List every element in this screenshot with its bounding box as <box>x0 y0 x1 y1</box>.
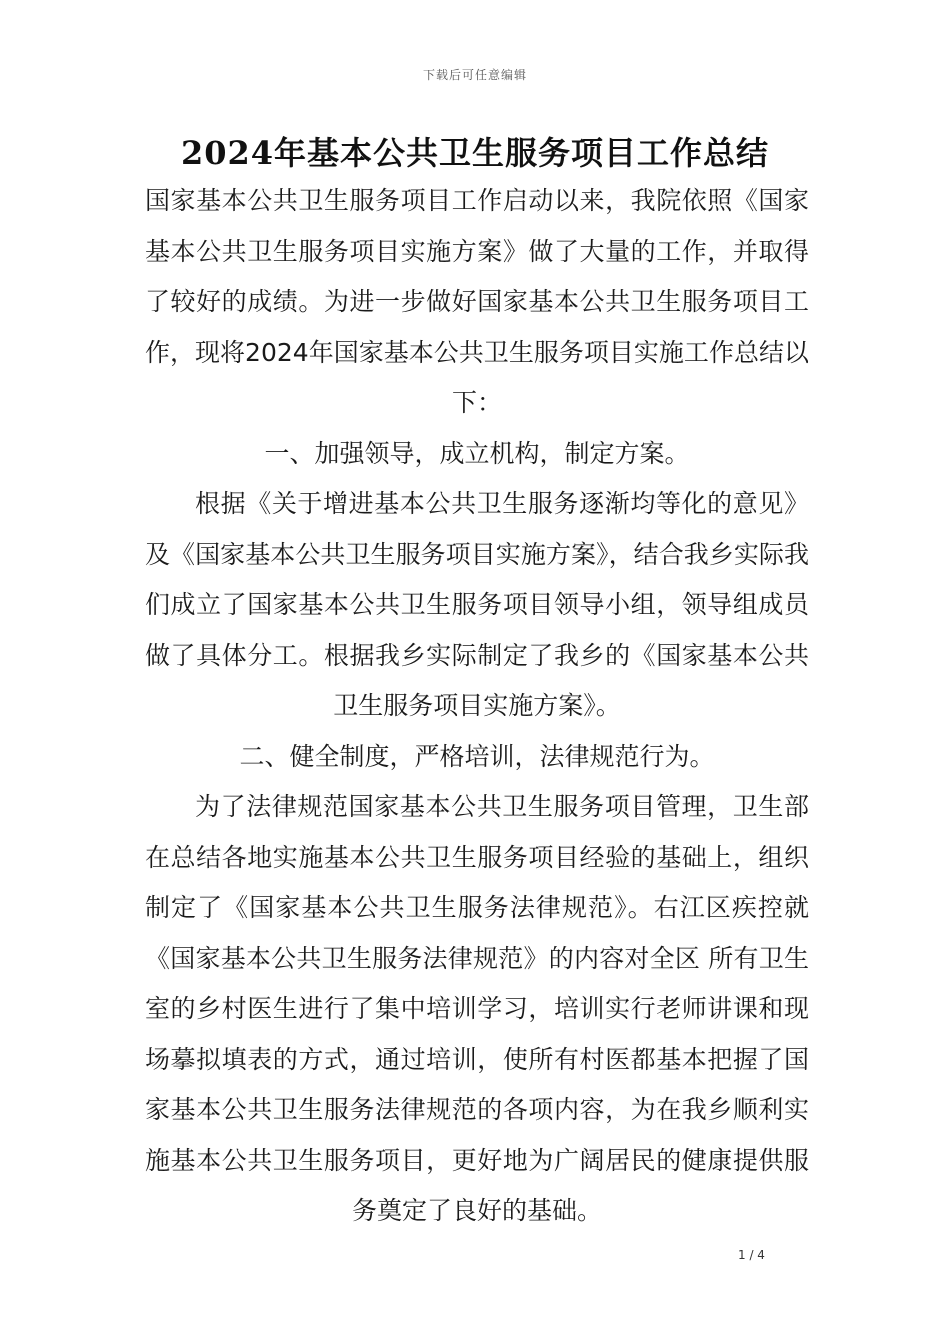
header-note: 下载后可任意编辑 <box>422 68 527 82</box>
document-body <box>145 176 809 1237</box>
section-2-paragraph: 为了法律规范国家基本公共卫生服务项目管理，卫生部在总结各地实施基本公共卫生服务项目经验的基础上，组织制定了《国家基本公共卫生服务法律规范》。右江区疾控就《国家基本公共卫生服务法律规范》的内容对全区 所有卫生室的乡村医生进行了集中培训学习，培训实行老师讲课和现场摹拟填表的方式，通过培训，使所有村医都基本把握了国家基本公共卫生服务法律规范的各项内容，为在我乡顺利实施基本公共卫生服务项目，更好地为广阔居民的健康提供服务奠定了良好的基础。 <box>145 792 809 1225</box>
document-title: 2024年基本公共卫生服务项目工作总结 <box>180 134 770 172</box>
page-number: 1 / 4 <box>738 1248 765 1262</box>
intro-paragraph: 国家基本公共卫生服务项目工作启动以来，我院依照《国家基本公共卫生服务项目实施方案》做了大量的工作，并取得了较好的成绩。为进一步做好国家基本公共卫生服务项目工作，现将2024年国家基本公共卫生服务项目实施工作总结以下： <box>145 186 809 417</box>
section-heading-2: 二、健全制度，严格培训，法律规范行为。 <box>239 741 715 771</box>
section-1-paragraph: 根据《关于增进基本公共卫生服务逐渐均等化的意见》及《国家基本公共卫生服务项目实施方案》，结合我乡实际我们成立了国家基本公共卫生服务项目领导小组，领导组成员做了具体分工。根据我乡实际制定了我乡的《国家基本公共卫生服务项目实施方案》。 <box>145 489 809 720</box>
section-heading-1: 一、加强领导，成立机构，制定方案。 <box>264 438 690 468</box>
